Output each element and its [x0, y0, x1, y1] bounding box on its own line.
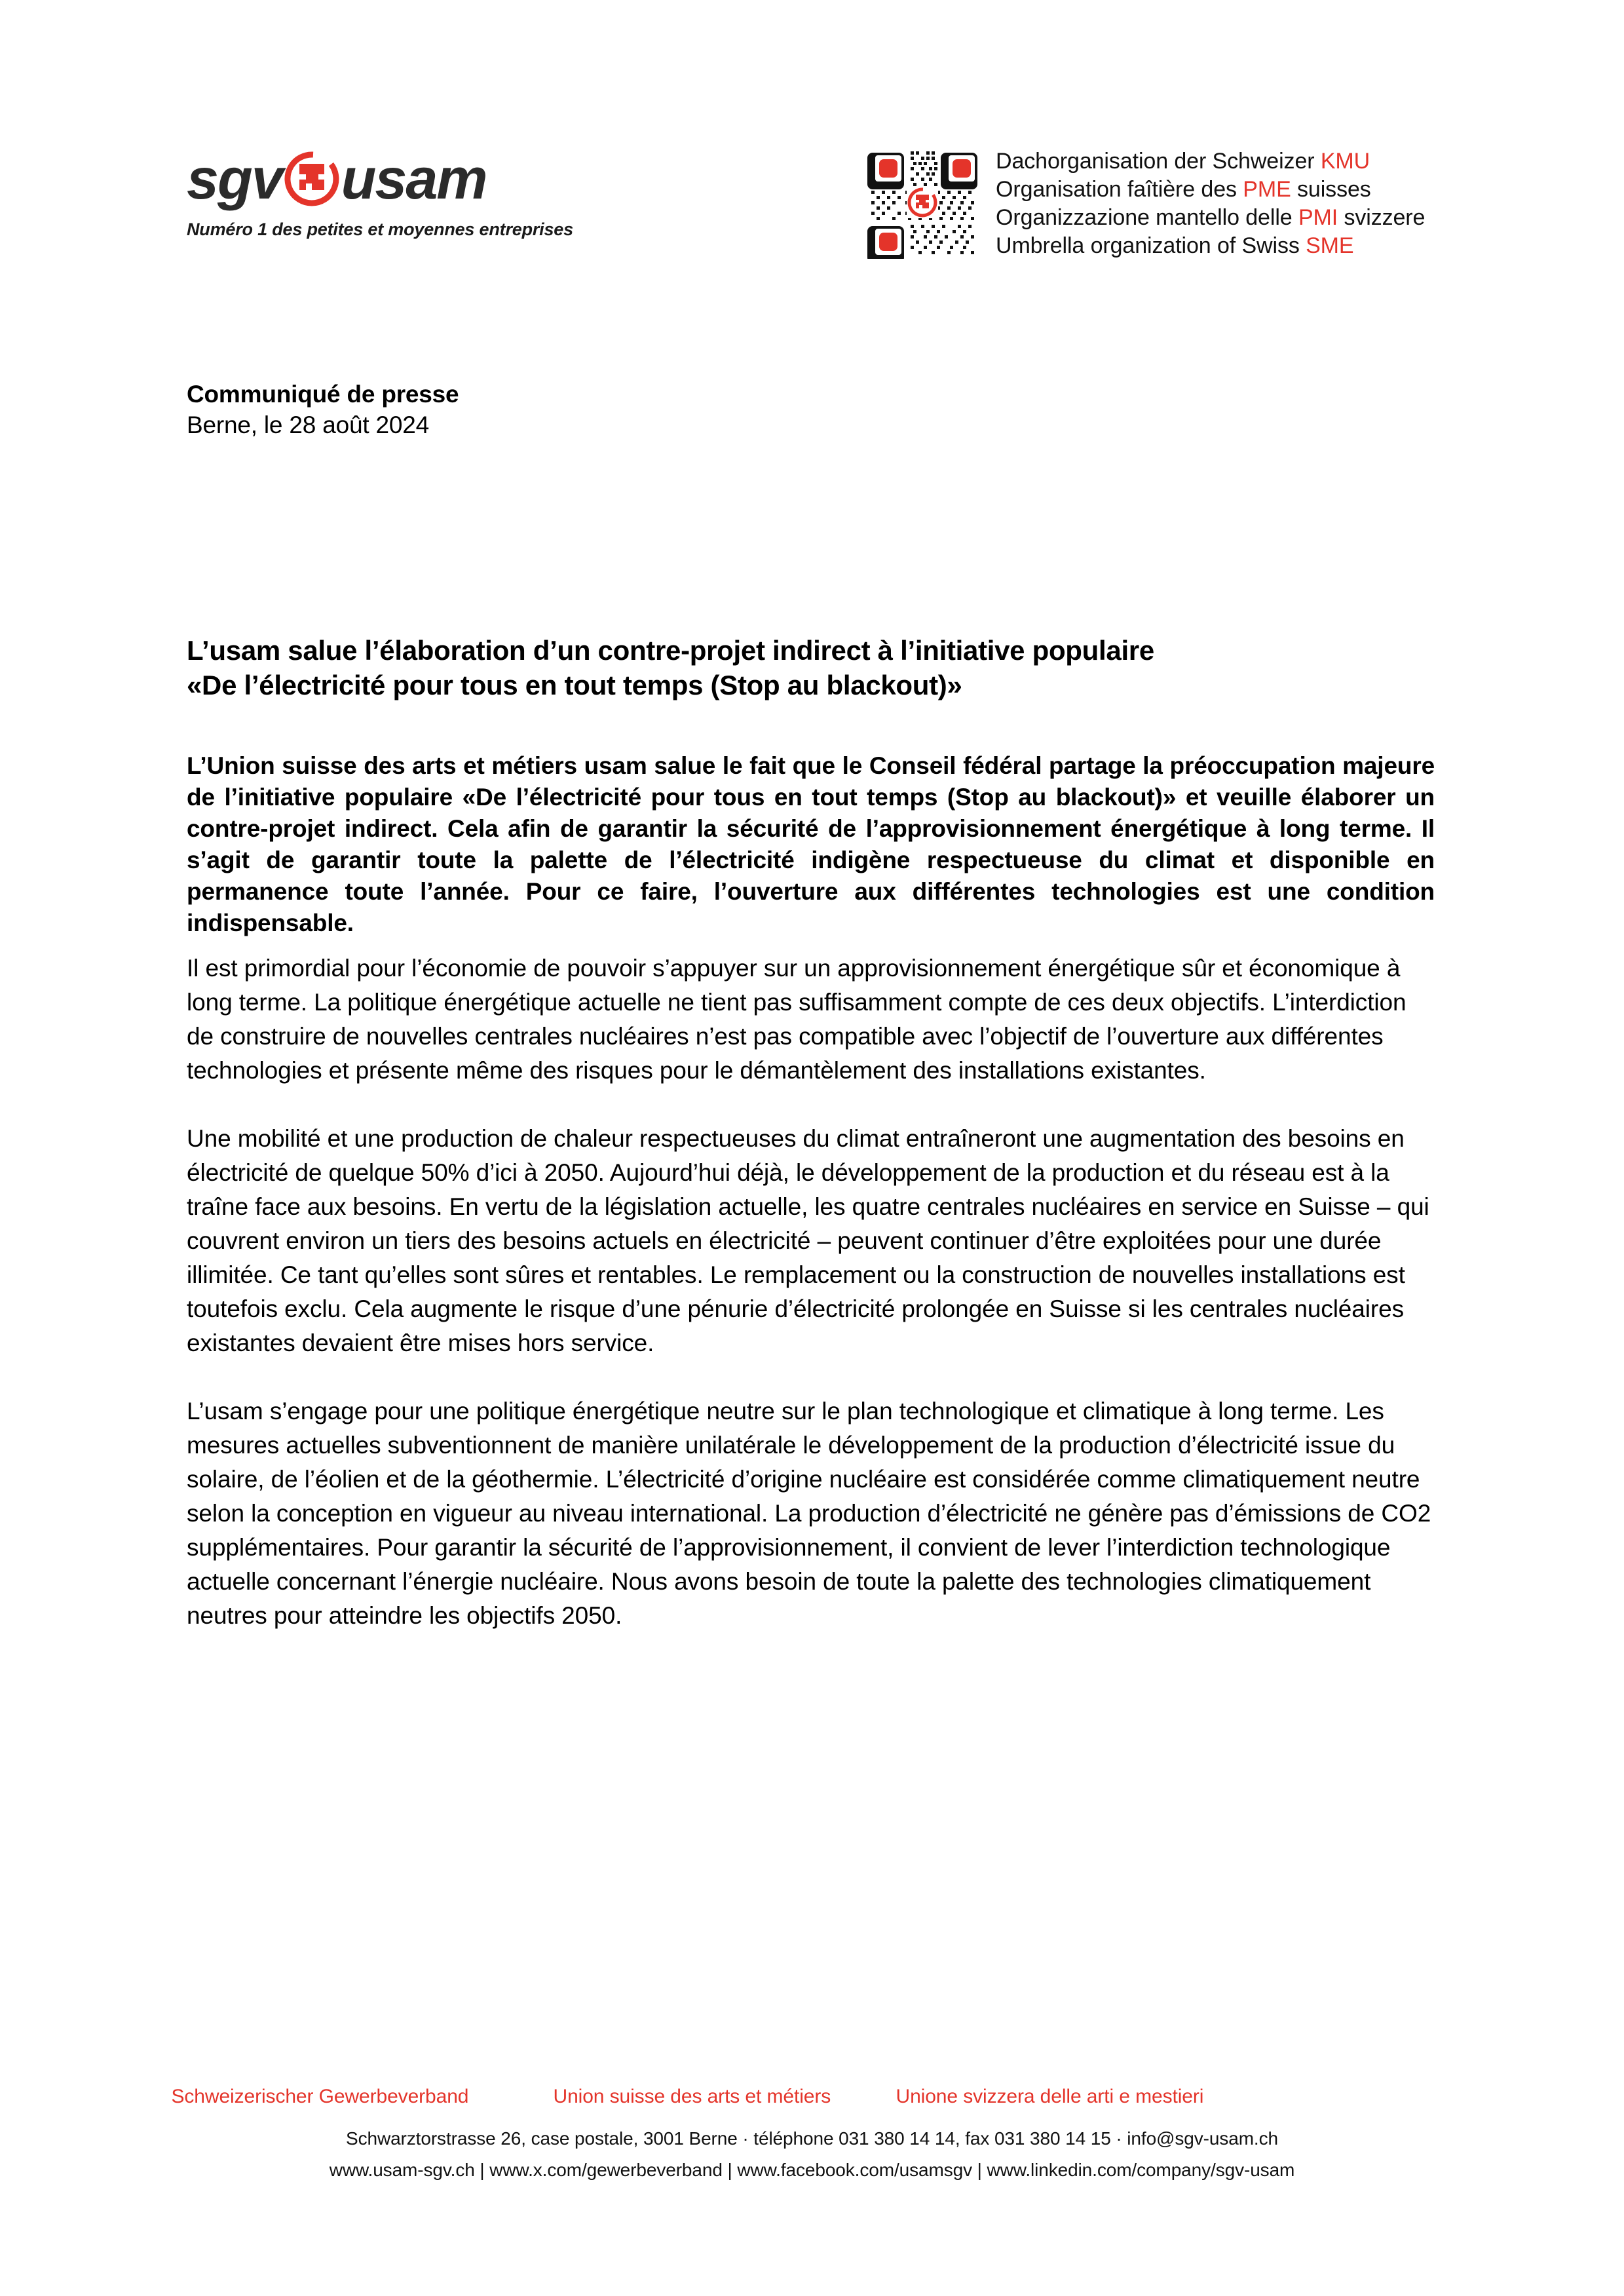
org-line-de-text: Dachorganisation der Schweizer [996, 149, 1321, 174]
org-line-en [996, 232, 1425, 260]
footer-links[interactable]: www.usam-sgv.ch | www.x.com/gewerbeverband | www.facebook.com/usamsgv | www.linkedin.com/company/sgv-usam [329, 2160, 1295, 2180]
usam-logo [187, 147, 593, 240]
release-place-date: Berne, le 28 août 2024 [187, 411, 430, 438]
body-paragraph: Une mobilité et une production de chaleur respectueuses du climat entraîneront une augmentation des besoins en électricité de quelque 50% d’ici à 2050. Aujourd’hui déjà, le développement de la production et du réseau est à la traîne face aux besoins. En vertu de la législation actuelle, les quatre centrales nucléaires en service en Suisse – qui couvrent environ un tiers des besoins actuels en électricité – peuvent continuer d’être exploitées pour une durée illimitée. Ce tant qu’elles sont sûres et rentables. Le remplacement ou la construction de nouvelles installations est toutefois exclu. Cela augmente le risque d’une pénurie d’électricité prolongée en Suisse si les centrales nucléaires existantes devaient être mises hors service. [187, 1125, 1429, 1356]
org-line-fr-after: suisses [1291, 177, 1371, 202]
body-paragraph: L’usam s’engage pour une politique énergétique neutre sur le plan technologique et climatique à long terme. Les mesures actuelles subventionnent de manière unilatérale le développement de la production d’électricité issue du solaire, de l’éolien et de la géothermie. L’électricité d’origine nucléaire est considérée comme climatiquement neutre selon la conception en vigueur au niveau international. La production d’électricité ne génère pas d’émissions de CO2 supplémentaires. Pour garantir la sécurité de l’approvisionnement, il convient de lever l’interdiction technologique actuelle concernant l’énergie nucléaire. Nous avons besoin de toute la palette des technologies climatiquement neutres pour atteindre les objectifs 2050. [187, 1398, 1431, 1629]
organization-language-lines [996, 146, 1425, 260]
org-line-fr [996, 176, 1425, 204]
org-line-en-text: Umbrella organization of Swiss [996, 233, 1306, 258]
organization-header-block [866, 146, 1425, 260]
org-line-it-after: svizzere [1338, 205, 1426, 230]
footer-org-de: Schweizerischer Gewerbeverband [171, 2086, 469, 2107]
logo-text-sgv: sgv [187, 146, 282, 211]
org-line-it-accent: PMI [1298, 205, 1338, 230]
body-paragraphs [187, 951, 1435, 1633]
org-line-fr-text: Organisation faîtière des [996, 177, 1243, 202]
document-footer [0, 2084, 1624, 2185]
headline-line-2: «De l’électricité pour tous en tout temps (Stop au blackout)» [187, 670, 962, 701]
release-meta [187, 379, 1435, 440]
footer-address: Schwarztorstrasse 26, case postale, 3001 Berne · téléphone 031 380 14 14, fax 031 380 14 15 · info@sgv-usam.ch [346, 2128, 1278, 2149]
org-line-en-accent: SME [1306, 233, 1354, 258]
footer-org-fr: Union suisse des arts et métiers [553, 2086, 831, 2107]
page-title [187, 633, 1435, 702]
org-line-it-text: Organizzazione mantello delle [996, 205, 1298, 230]
footer-organization-names [170, 2084, 1454, 2113]
release-kind: Communiqué de presse [187, 381, 459, 408]
headline-line-1: L’usam salue l’élaboration d’un contre-projet indirect à l’initiative populaire [187, 635, 1154, 666]
logo-wordmark [187, 147, 593, 210]
org-line-fr-accent: PME [1243, 177, 1291, 202]
footer-org-it: Unione svizzera delle arti e mestieri [896, 2086, 1204, 2107]
logo-tagline: Numéro 1 des petites et moyennes entreprises [187, 220, 573, 239]
org-line-de [996, 147, 1425, 176]
usam-cross-emblem-icon [284, 151, 340, 207]
document-header [0, 141, 1624, 272]
body-paragraph: Il est primordial pour l’économie de pouvoir s’appuyer sur un approvisionnement énergétique sûr et économique à long terme. La politique énergétique actuelle ne tient pas suffisamment compte de ces deux objectifs. L’interdiction de construire de nouvelles centrales nucléaires n’est pas compatible avec l’objectif de l’ouverture aux différentes technologies et présente même des risques pour le démantèlement des installations existantes. [187, 955, 1407, 1084]
qr-code-icon[interactable] [866, 146, 979, 259]
org-line-it [996, 204, 1425, 232]
org-line-de-accent: KMU [1320, 149, 1370, 174]
logo-text-usam: usam [341, 146, 487, 211]
lead-paragraph: L’Union suisse des arts et métiers usam salue le fait que le Conseil fédéral partage la préoccupation majeure de l’initiative populaire «De l’électricité pour tous en tout temps (Stop au blackout)» et veuille élaborer un contre-projet indirect. Cela afin de garantir la sécurité de l’approvisionnement énergétique à long terme. Il s’agit de garantir toute la palette de l’électricité indigène respectueuse du climat et disponible en permanence toute l’année. Pour ce faire, l’ouverture aux différentes technologies est une condition indispensable. [187, 752, 1435, 936]
